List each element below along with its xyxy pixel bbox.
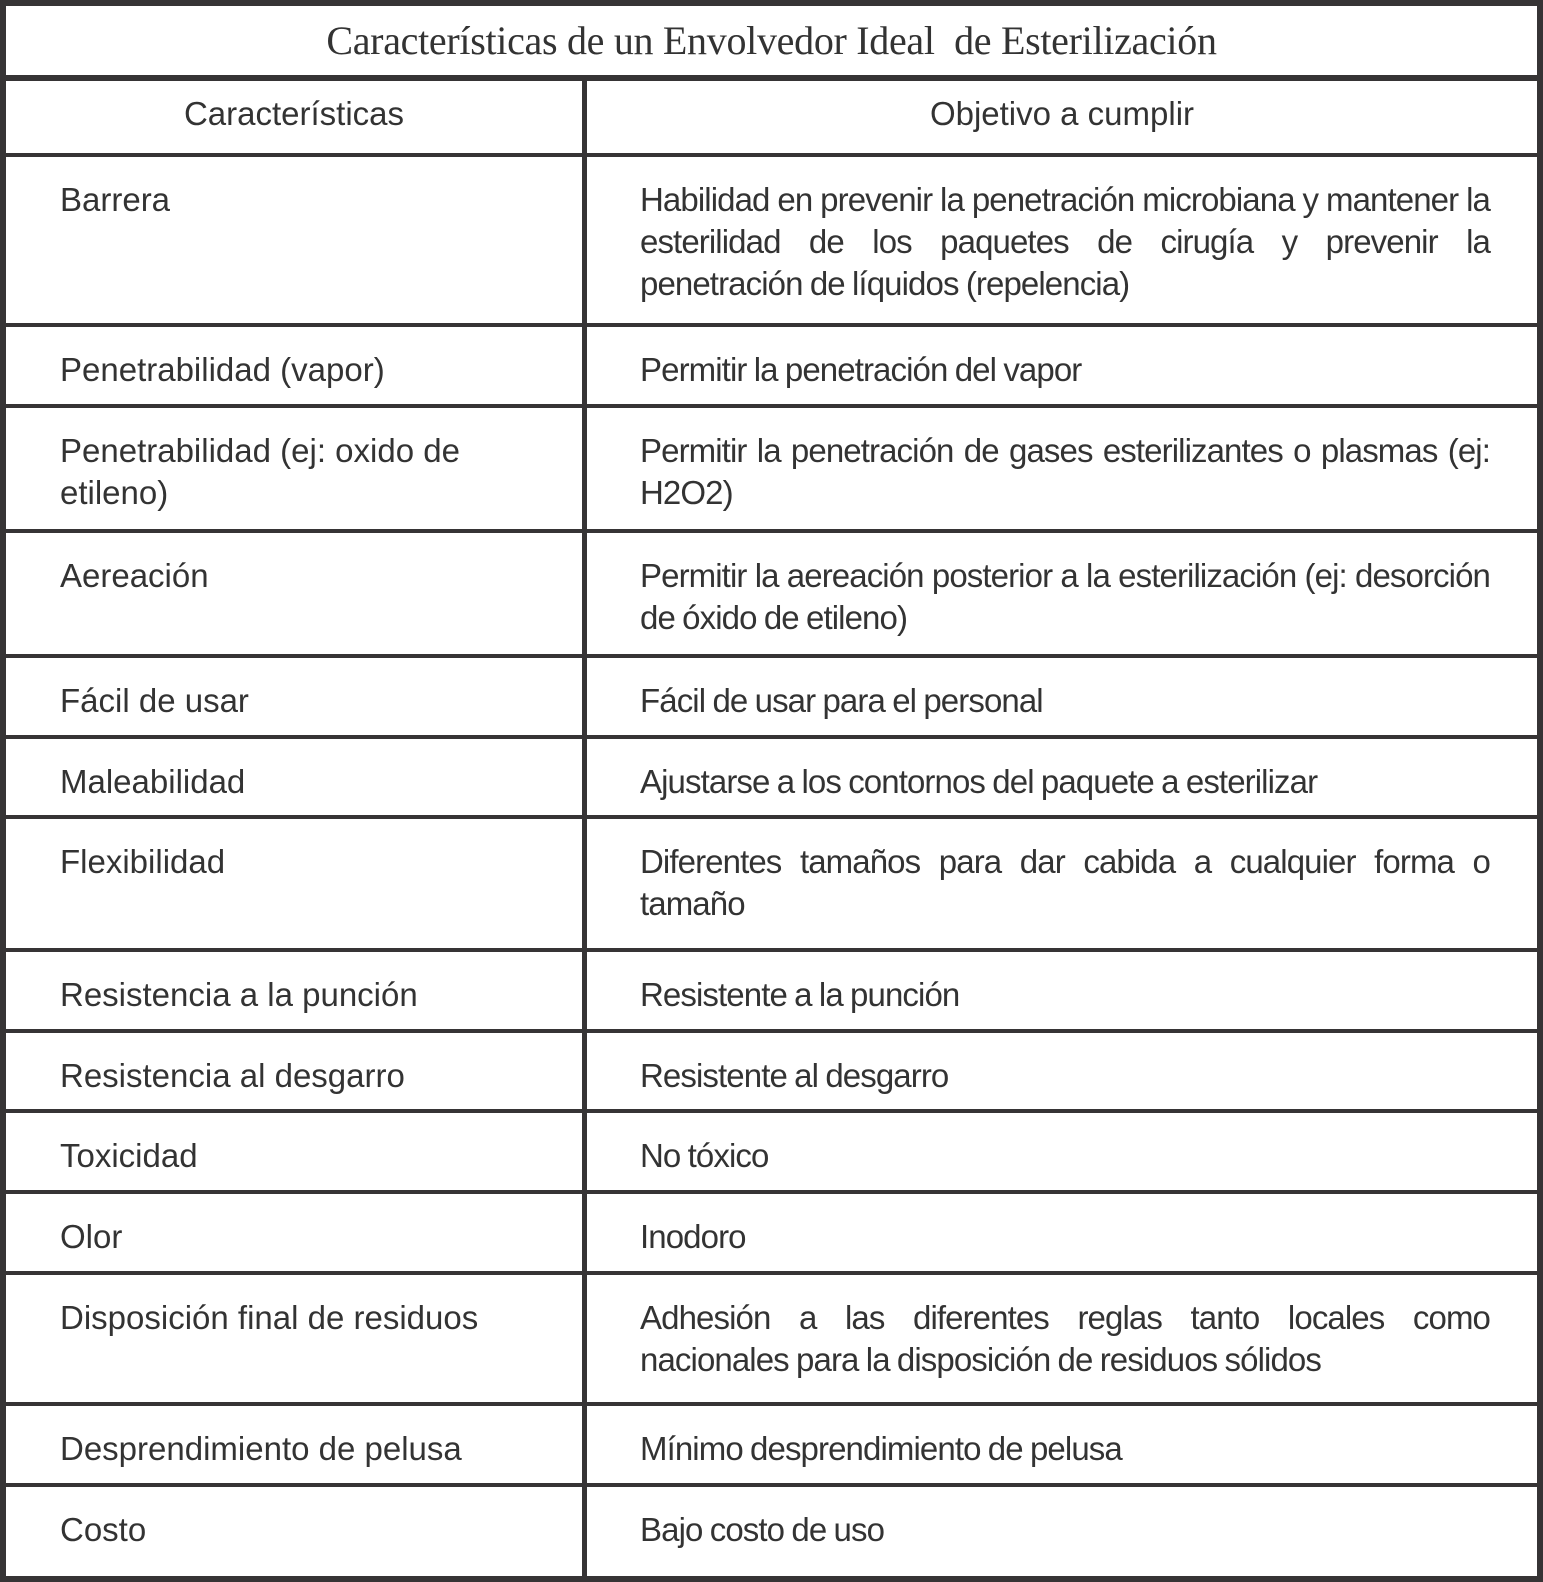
table-row bbox=[6, 1406, 1537, 1487]
objective-cell: Resistente a la punción bbox=[640, 976, 960, 1013]
table-header-row bbox=[6, 75, 1537, 157]
table-row bbox=[6, 952, 1537, 1033]
characteristic-cell: Penetrabilidad (ej: oxido de etileno) bbox=[60, 432, 460, 511]
table-row bbox=[6, 819, 1537, 952]
table-row bbox=[6, 157, 1537, 327]
table-row bbox=[6, 327, 1537, 408]
objective-cell: Fácil de usar para el personal bbox=[640, 682, 1043, 719]
table-row bbox=[6, 1113, 1537, 1194]
objective-cell: Ajustarse a los contornos del paquete a esterilizar bbox=[640, 763, 1318, 800]
characteristic-cell: Penetrabilidad (vapor) bbox=[60, 351, 385, 388]
column-divider bbox=[582, 81, 587, 1576]
characteristic-cell: Aereación bbox=[60, 557, 209, 594]
objective-cell: Resistente al desgarro bbox=[640, 1057, 949, 1094]
column-header-objective: Objetivo a cumplir bbox=[929, 95, 1195, 132]
objective-cell: Diferentes tamaños para dar cabida a cualquier forma o tamaño bbox=[640, 843, 1490, 922]
column-header-characteristic: Características bbox=[183, 95, 405, 132]
table-row bbox=[6, 533, 1537, 658]
characteristic-cell: Maleabilidad bbox=[60, 763, 246, 800]
table-title: Características de un Envolvedor Ideal de Esterilización bbox=[6, 6, 1537, 81]
characteristic-cell: Resistencia a la punción bbox=[60, 976, 418, 1013]
objective-cell: Mínimo desprendimiento de pelusa bbox=[640, 1430, 1122, 1467]
characteristic-cell: Costo bbox=[60, 1511, 147, 1548]
table-row bbox=[6, 408, 1537, 533]
characteristic-cell: Resistencia al desgarro bbox=[60, 1057, 405, 1094]
table-row bbox=[6, 658, 1537, 739]
characteristic-cell: Fácil de usar bbox=[60, 682, 249, 719]
objective-cell: No tóxico bbox=[640, 1137, 769, 1174]
characteristic-cell: Barrera bbox=[60, 181, 171, 218]
characteristic-cell: Disposición final de residuos bbox=[60, 1299, 479, 1336]
objective-cell: Bajo costo de uso bbox=[640, 1511, 885, 1548]
objective-cell: Permitir la aereación posterior a la esterilización (ej: desorción de óxido de etileno) bbox=[640, 557, 1490, 636]
objective-cell: Habilidad en prevenir la penetración microbiana y mantener la esterilidad de los paquetes de cirugía y prevenir la penetración de líquidos (repelencia) bbox=[640, 181, 1490, 302]
table-row bbox=[6, 1275, 1537, 1406]
table-row bbox=[6, 1033, 1537, 1113]
characteristic-cell: Olor bbox=[60, 1218, 123, 1255]
objective-cell: Inodoro bbox=[640, 1218, 746, 1255]
characteristic-cell: Toxicidad bbox=[60, 1137, 198, 1174]
objective-cell: Permitir la penetración de gases esterilizantes o plasmas (ej: H2O2) bbox=[640, 432, 1490, 511]
objective-cell: Permitir la penetración del vapor bbox=[640, 351, 1082, 388]
table-row bbox=[6, 1194, 1537, 1275]
table-row bbox=[6, 739, 1537, 819]
characteristic-cell: Flexibilidad bbox=[60, 843, 226, 880]
characteristic-cell: Desprendimiento de pelusa bbox=[60, 1430, 462, 1467]
table-row bbox=[6, 1487, 1537, 1576]
objective-cell: Adhesión a las diferentes reglas tanto locales como nacionales para la disposición de residuos sólidos bbox=[640, 1299, 1490, 1378]
